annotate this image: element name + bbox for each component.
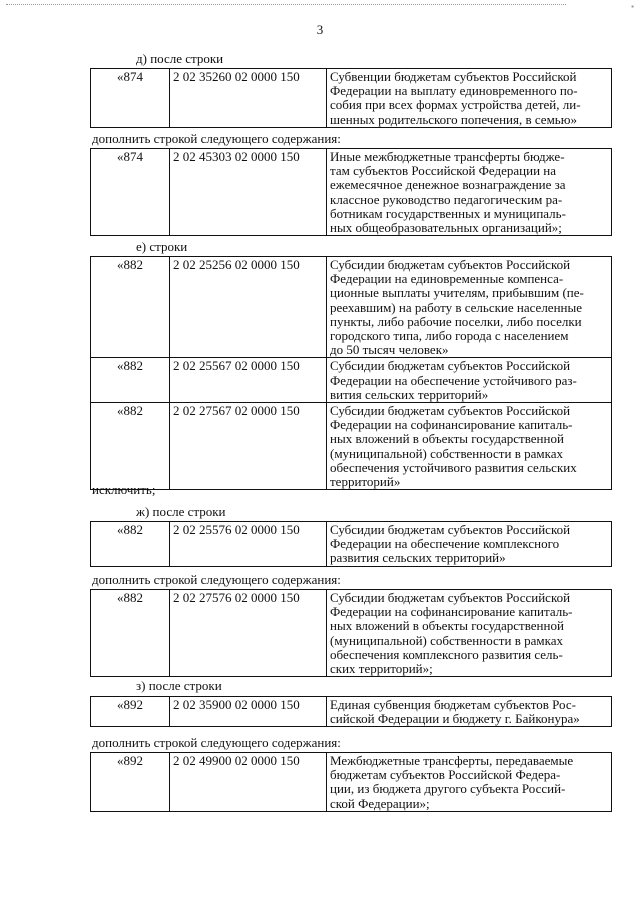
instruction-zh-heading: ж) после строки bbox=[136, 504, 226, 519]
kbk-cell: 2 02 25256 02 0000 150 bbox=[170, 257, 327, 358]
description-line: ных вложений в объекты государственной bbox=[330, 618, 564, 634]
instruction-e-heading: е) строки bbox=[136, 239, 188, 254]
description-line: Иные межбюджетные трансферты бюдже- bbox=[330, 149, 565, 164]
description-cell bbox=[327, 149, 612, 236]
description-line: Федерации на единовременные компенса- bbox=[330, 271, 564, 287]
description-line: шенных родительского попечения, в семью» bbox=[330, 111, 577, 127]
description-line: ских территорий»; bbox=[330, 661, 433, 677]
description-line: ской Федерации»; bbox=[330, 795, 430, 811]
description-line: Субвенции бюджетам субъектов Российской bbox=[330, 69, 577, 84]
table-row bbox=[91, 358, 612, 403]
description-cell bbox=[327, 590, 612, 677]
table-row bbox=[91, 403, 612, 490]
table-row bbox=[91, 522, 612, 567]
code-cell: «882 bbox=[91, 358, 170, 403]
description-cell bbox=[327, 403, 612, 490]
description-cell bbox=[327, 753, 612, 812]
description-line: обеспечения устойчивого развития сельских bbox=[330, 459, 577, 475]
description-cell bbox=[327, 697, 612, 727]
description-line: собия при всех формах устройства детей, ли- bbox=[330, 97, 581, 113]
description-line: Субсидии бюджетам субъектов Российской bbox=[330, 403, 571, 419]
description-line: Федерации на выплату единовременного по- bbox=[330, 83, 578, 99]
kbk-cell: 2 02 45303 02 0000 150 bbox=[170, 149, 327, 236]
table-row bbox=[91, 697, 612, 727]
code-cell: «874 bbox=[91, 149, 170, 236]
description-line: Субсидии бюджетам субъектов Российской bbox=[330, 257, 571, 272]
description-line: городского типа, либо города с населением bbox=[330, 328, 569, 344]
table-d-addition bbox=[90, 148, 612, 236]
description-line: (муниципальной) собственности в рамках bbox=[330, 632, 563, 648]
instruction-z-heading: з) после строки bbox=[136, 678, 222, 693]
description-cell bbox=[327, 522, 612, 567]
instruction-d-heading: д) после строки bbox=[136, 51, 224, 66]
description-line: бюджетам субъектов Российской Федера- bbox=[330, 767, 561, 783]
description-line: Межбюджетные трансферты, передаваемые bbox=[330, 753, 574, 768]
code-cell: «882 bbox=[91, 257, 170, 358]
description-cell bbox=[327, 257, 612, 358]
kbk-cell: 2 02 35900 02 0000 150 bbox=[170, 697, 327, 727]
description-line: ных вложений в объекты государственной bbox=[330, 431, 564, 447]
table-d bbox=[90, 68, 612, 128]
description-line: до 50 тысяч человек» bbox=[330, 342, 449, 358]
instruction-add-row-3: дополнить строкой следующего содержания: bbox=[92, 735, 341, 750]
description-line: пункты, либо рабочие поселки, либо поселки bbox=[330, 313, 582, 329]
description-cell bbox=[327, 69, 612, 128]
description-line: ных общеобразовательных организаций»; bbox=[330, 220, 562, 236]
instruction-add-row-2: дополнить строкой следующего содержания: bbox=[92, 572, 341, 587]
table-z-addition bbox=[90, 752, 612, 812]
table-z bbox=[90, 696, 612, 727]
description-line: Субсидии бюджетам субъектов Российской bbox=[330, 590, 571, 605]
table-zh-addition bbox=[90, 589, 612, 677]
kbk-cell: 2 02 35260 02 0000 150 bbox=[170, 69, 327, 128]
description-line: Федерации на софинансирование капиталь- bbox=[330, 604, 573, 620]
code-cell: «892 bbox=[91, 697, 170, 727]
description-cell bbox=[327, 358, 612, 403]
description-line: реехавшим) на работу в сельские населенные bbox=[330, 299, 582, 315]
code-cell: «882 bbox=[91, 590, 170, 677]
description-line: Субсидии бюджетам субъектов Российской bbox=[330, 358, 571, 374]
scan-header-line bbox=[6, 4, 566, 5]
description-line: Федерации на обеспечение комплексного bbox=[330, 536, 560, 552]
description-line: Единая субвенция бюджетам субъектов Рос- bbox=[330, 697, 576, 712]
instruction-add-row-1: дополнить строкой следующего содержания: bbox=[92, 131, 341, 146]
table-e bbox=[90, 256, 612, 490]
scan-corner-mark: ▪ bbox=[631, 2, 634, 11]
description-line: классное руководство педагогическим ра- bbox=[330, 191, 563, 207]
kbk-cell: 2 02 27576 02 0000 150 bbox=[170, 590, 327, 677]
description-line: Субсидии бюджетам субъектов Российской bbox=[330, 522, 571, 537]
code-cell: «892 bbox=[91, 753, 170, 812]
kbk-cell: 2 02 25576 02 0000 150 bbox=[170, 522, 327, 567]
table-row bbox=[91, 69, 612, 128]
table-row bbox=[91, 590, 612, 677]
description-line: ции, из бюджета другого субъекта Россий- bbox=[330, 781, 566, 797]
kbk-cell: 2 02 25567 02 0000 150 bbox=[170, 358, 327, 403]
description-line: ционные выплаты учителям, прибывшим (пе- bbox=[330, 285, 584, 301]
description-line: ботникам государственных и муниципаль- bbox=[330, 205, 566, 221]
table-row bbox=[91, 753, 612, 812]
kbk-cell: 2 02 27567 02 0000 150 bbox=[170, 403, 327, 490]
description-line: ежемесячное денежное вознаграждение за bbox=[330, 177, 566, 193]
page-number: 3 bbox=[316, 22, 324, 37]
description-line: там субъектов Российской Федерации на bbox=[330, 163, 557, 179]
description-line: (муниципальной) собственности в рамках bbox=[330, 445, 563, 461]
description-line: сийской Федерации и бюджету г. Байконура» bbox=[330, 711, 580, 727]
table-row bbox=[91, 257, 612, 358]
description-line: Федерации на софинансирование капиталь- bbox=[330, 417, 573, 433]
kbk-cell: 2 02 49900 02 0000 150 bbox=[170, 753, 327, 812]
table-row bbox=[91, 149, 612, 236]
description-line: территорий» bbox=[330, 474, 401, 490]
description-line: Федерации на обеспечение устойчивого раз- bbox=[330, 372, 577, 388]
table-zh bbox=[90, 521, 612, 567]
code-cell: «874 bbox=[91, 69, 170, 128]
description-line: обеспечения комплексного развития сель- bbox=[330, 646, 563, 662]
code-cell: «882 bbox=[91, 522, 170, 567]
description-line: развития сельских территорий» bbox=[330, 550, 506, 566]
instruction-exclude: исключить; bbox=[92, 482, 156, 497]
code-cell: «882 bbox=[91, 403, 170, 490]
description-line: вития сельских территорий» bbox=[330, 386, 489, 402]
